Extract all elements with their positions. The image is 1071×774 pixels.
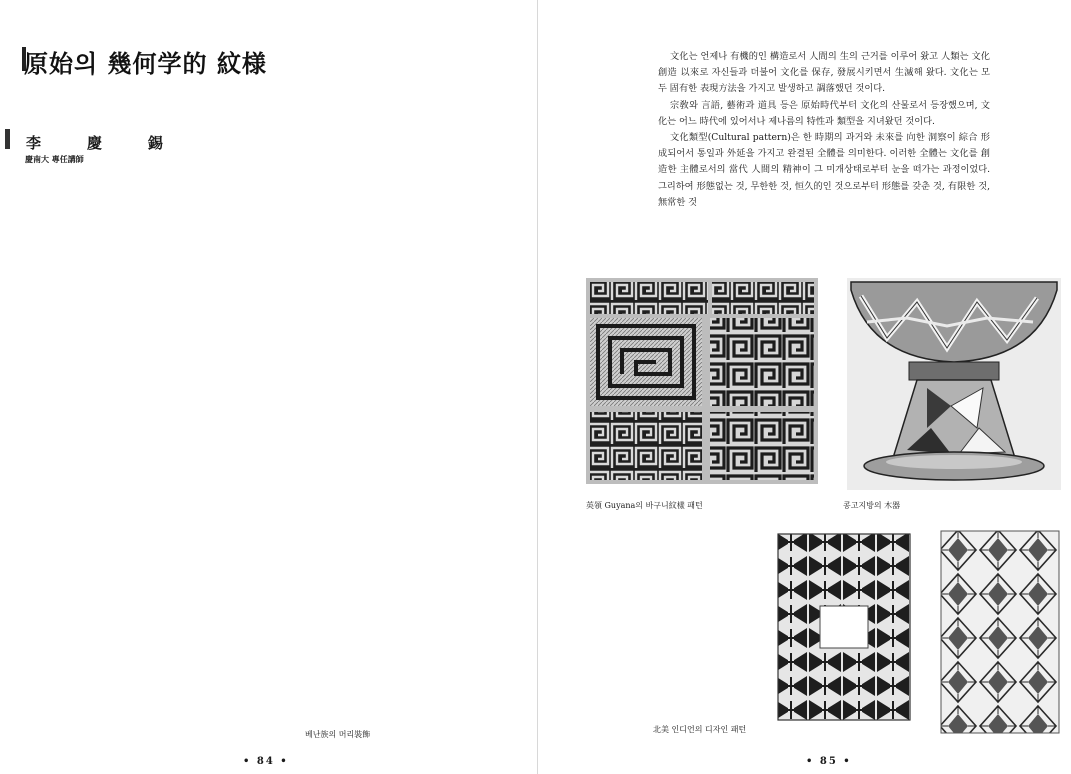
indian-design-caption: 北美 인디언의 디자인 패턴 bbox=[653, 725, 747, 734]
wooden-vessel-figure bbox=[847, 278, 1061, 490]
page-number-left: • 84 • bbox=[243, 756, 289, 767]
body-paragraph-2: 宗敎와 言語, 藝術과 道具 등은 原始時代부터 文化의 산물로서 등장했으며, 文化는 어느 時代에 있어서나 제나름의 特性과 類型을 지녀왔던 것이다. bbox=[658, 99, 990, 127]
author-name: 李慶錫 bbox=[26, 134, 210, 152]
right-page bbox=[538, 0, 1071, 774]
body-paragraph-3: 文化類型(Cultural pattern)은 한 時期의 과거와 未來를 向한 洞察이 綜合 形成되어서 통일과 外延을 가지고 완결된 全體를 의미한다. 이러한 全體는 文化를 創造한 主體로서의 當代 人間의 精神이 그 미개상태로부터 눈을 떠가는 과정이었다. 그리하여 形態없는 것, 무한한 것, 恒久的인 것으로부터 形態를 갖춘 것, 有限한 것, 無常한 것 bbox=[658, 132, 990, 208]
body-text bbox=[658, 49, 990, 211]
left-page-caption: 베난族의 머리裝飾 bbox=[305, 730, 371, 739]
wooden-vessel-image bbox=[847, 278, 1061, 490]
page-number-right: • 85 • bbox=[806, 756, 852, 767]
author-marker bbox=[5, 129, 10, 149]
diamond-pattern-image bbox=[938, 528, 1062, 736]
author-affiliation: 慶南大 專任講師 bbox=[25, 154, 84, 164]
body-paragraph-1: 文化는 언제나 有機的인 構造로서 人間의 生의 근거를 이루어 왔고 人類는 文化創造 以來로 자신들과 더불어 文化를 保存, 發展시키면서 生滅해 왔다. 文化는 모두 固有한 表現方法을 가지고 발생하고 調落했던 것이다. bbox=[658, 51, 990, 95]
article-title: 原始의 幾何学的 紋様 bbox=[24, 49, 267, 78]
basket-pattern-image bbox=[586, 278, 818, 484]
diamond-pattern-figure bbox=[938, 528, 1062, 736]
basket-pattern-caption: 英領 Guyana의 바구니紋樣 패턴 bbox=[586, 501, 703, 510]
wooden-vessel-caption: 콩고지방의 木器 bbox=[843, 501, 901, 510]
indian-design-image bbox=[774, 530, 914, 724]
basket-pattern-figure bbox=[586, 278, 818, 484]
indian-design-figure bbox=[774, 530, 914, 724]
